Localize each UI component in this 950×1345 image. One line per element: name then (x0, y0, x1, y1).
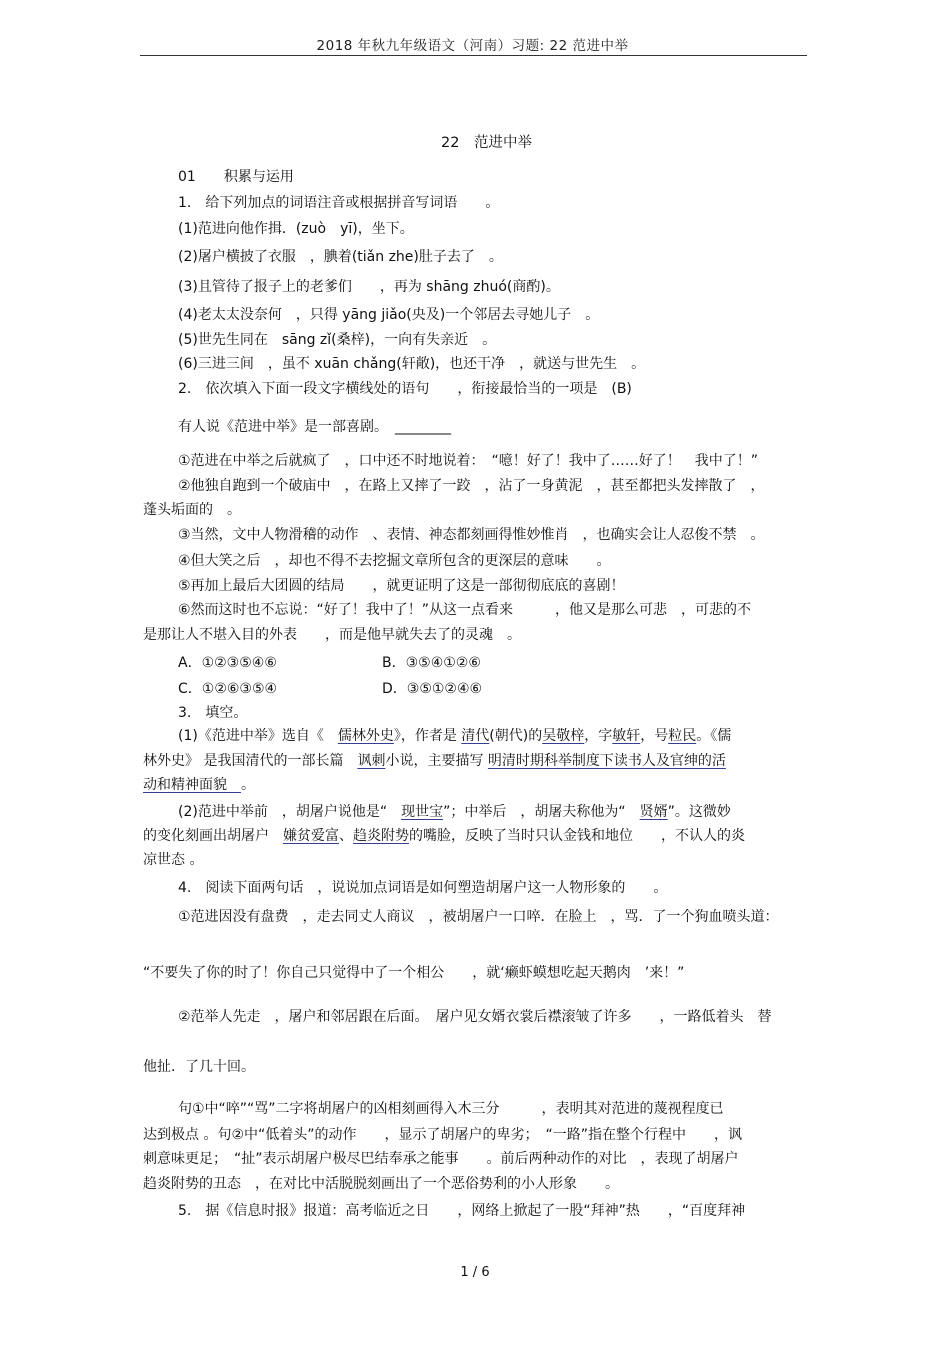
answer-trait-1: 嫌贫爱富 (283, 828, 339, 844)
q1-stem: 1. 给下列加点的词语注音或根据拼音写词语 。 (178, 195, 500, 211)
q3-p2-line2: 的变化刻画出胡屠户 嫌贫爱富、趋炎附势的嘴脸，反映了当时只认金钱和地位 ，不认人的炎 (143, 828, 745, 844)
q1-item: (1)范进向他作揖．(zuò yī)，坐下。 (178, 221, 414, 237)
page-number: 1 / 6 (460, 1265, 490, 1280)
answer-theme: 明清时期科举制度下读书人及官绅的活 (487, 753, 726, 769)
q2-sentence: ①范进在中举之后就疯了 ，口中还不时地说着： “噫！好了！我中了……好了！ 我中了！” (178, 453, 759, 469)
q1-item: (3)且管待了报子上的老爹们 ，再为 shāng zhuó(商酌)。 (178, 279, 560, 295)
q3-p1-line2: 林外史》 是我国清代的一部长篇 讽刺小说，主要描写 明清时期科举制度下读书人及官绅的活 (143, 753, 726, 769)
q2-option-c: C．①②⑥③⑤④ (178, 681, 278, 697)
q3-p2-line3: 凉世态 。 (143, 852, 204, 868)
q1-item: (6)三进三间 ，虽不 xuān chǎng(轩敞)，也还干净 ，就送与世先生 。 (178, 356, 646, 372)
q1-item: (2)屠户横披了衣服 ，腆着(tiǎn zhe)肚子去了 。 (178, 249, 503, 265)
answer-genre: 讽刺 (357, 753, 386, 769)
q2-passage: 有人说《范进中举》是一部喜剧。 ________ (178, 419, 451, 435)
q2-sentence: ②他独自跑到一个破庙中 ，在路上又摔了一跤 ，沾了一身黄泥 ，甚至都把头发摔散了 ， (178, 478, 765, 494)
q3-p2-line1: (2)范进中举前 ，胡屠户说他是“ 现世宝”；中举后 ，胡屠夫称他为“ 贤婿”。这微妙 (178, 804, 731, 820)
answer-book: 儒林外史 (337, 728, 394, 744)
page-header: 2018 年秋九年级语文（河南）习题: 22 范进中举 (316, 38, 629, 54)
q5-stem: 5. 据《信息时报》报道：高考临近之日 ，网络上掀起了一股“拜神”热 ，“百度拜神 (178, 1203, 746, 1219)
q2-sentence: ④但大笑之后 ，却也不得不去挖掘文章所包含的更深层的意味 。 (178, 553, 611, 569)
q2-sentence: 是那让人不堪入目的外表 ，而是他早就失去了的灵魂 。 (143, 627, 521, 643)
q2-sentence: ⑥然而这时也不忘说：“好了！我中了！”从这一点看来 ，他又是那么可悲 ，可悲的不 (178, 602, 752, 618)
q2-sentence: ⑤再加上最后大团圆的结局 ，就更证明了这是一部彻彻底底的喜剧！ (178, 578, 625, 594)
q1-item: (4)老太太没奈何 ，只得 yāng jiǎo(央及)一个邻居去寻她儿子 。 (178, 307, 600, 323)
answer-trait-2: 趋炎附势 (353, 828, 409, 844)
header-rule (140, 55, 807, 56)
answer-zi: 敏轩 (612, 728, 641, 744)
q2-sentence: ③当然，文中人物滑稽的动作 、表情、神态都刻画得惟妙惟肖 ，也确实会让人忍俊不禁 。 (178, 527, 765, 543)
q2-sentence: 蓬头垢面的 。 (143, 502, 241, 518)
q2-option-b: B．③⑤④①②⑥ (382, 655, 481, 671)
answer-hao: 粒民 (668, 728, 697, 744)
q4-answer: 达到极点 。句②中“低着头”的动作 ，显示了胡屠户的卑劣； “一路”指在整个行程中 ，讽 (143, 1127, 743, 1143)
section-heading: 01 积累与运用 (178, 169, 294, 185)
q4-sentence-1-cont: “不要失了你的时了！你自己只觉得中了一个相公 ，就‘癞虾蟆想吃起天鹅肉 ’来！” (143, 965, 685, 981)
q2-option-d: D．③⑤①②④⑥ (382, 681, 483, 697)
q4-answer: 句①中“啐”“骂”二字将胡屠户的凶相刻画得入木三分 ，表明其对范进的蔑视程度已 (178, 1101, 724, 1117)
q4-stem: 4. 阅读下面两句话 ，说说加点词语是如何塑造胡屠户这一人物形象的 。 (178, 880, 668, 896)
answer-theme-cont: 动和精神面貌 (143, 777, 241, 793)
q3-stem: 3. 填空。 (178, 705, 248, 721)
answer-nickname-1: 现世宝 (401, 804, 444, 820)
q4-sentence-2: ②范举人先走 ，屠户和邻居跟在后面。 屠户见女婿衣裳后襟滚皱了许多 ，一路低着头 替 (178, 1009, 772, 1025)
answer-dynasty: 清代 (461, 728, 490, 744)
answer-nickname-2: 贤婿 (639, 804, 668, 820)
q1-item: (5)世先生同在 sāng zǐ(桑梓)，一向有失亲近 。 (178, 332, 497, 348)
q3-p1-line1: (1)《范进中举》选自《 儒林外史》，作者是 清代(朝代)的吴敬梓，字敏轩，号粒民。《儒 (178, 728, 732, 744)
lesson-title: 22 范进中举 (441, 135, 532, 151)
q4-answer: 刺意味更足； “扯”表示胡屠户极尽巴结奉承之能事 。前后两种动作的对比 ，表现了胡屠户 (143, 1151, 739, 1167)
q2-stem: 2. 依次填入下面一段文字横线处的语句 ，衔接最恰当的一项是 (B) (178, 381, 632, 397)
q4-sentence-2-cont: 他扯．了几十回。 (143, 1059, 255, 1075)
q3-p1-line3: 动和精神面貌 。 (143, 777, 255, 793)
q4-answer: 趋炎附势的丑态 ，在对比中活脱脱刻画出了一个恶俗势利的小人形象 。 (143, 1176, 619, 1192)
q2-option-a: A．①②③⑤④⑥ (178, 655, 277, 671)
q4-sentence-1: ①范进因没有盘费 ，走去同丈人商议 ，被胡屠户一口啐．在脸上 ，骂．了一个狗血喷头道： (178, 909, 779, 925)
answer-author: 吴敬梓 (542, 728, 585, 744)
